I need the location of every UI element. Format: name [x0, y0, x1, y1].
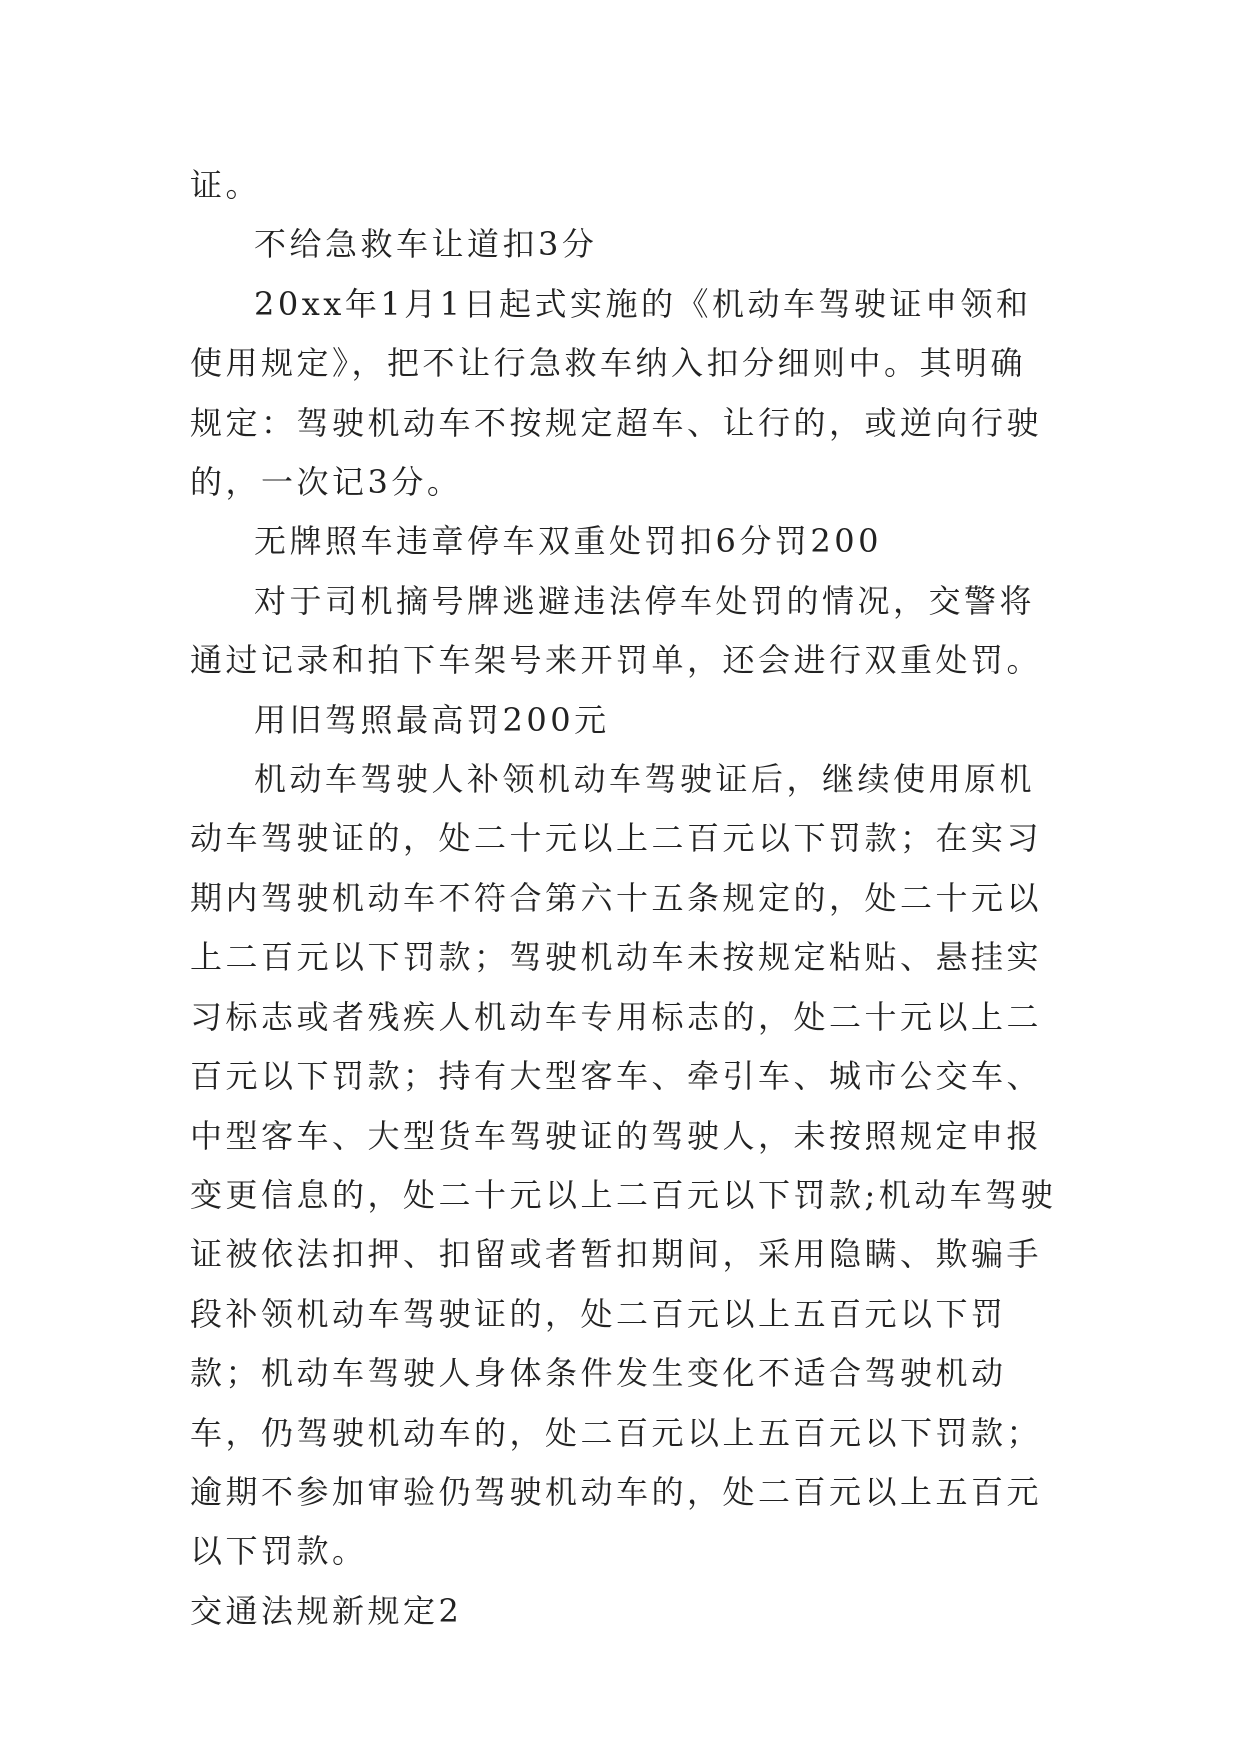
- subheading-unlicensed-parking: 无牌照车违章停车双重处罚扣6分罚200: [254, 522, 882, 561]
- subheading-old-license: 用旧驾照最高罚200元: [254, 700, 610, 739]
- subheading-ambulance: 不给急救车让道扣3分: [254, 225, 598, 264]
- document-body: [190, 156, 1060, 1641]
- paragraph-old-license: 机动车驾驶人补领机动车驾驶证后，继续使用原机动车驾驶证的，处二十元以上二百元以下罚款；在实习期内驾驶机动车不符合第六十五条规定的，处二十元以上二百元以下罚款；驾驶机动车未按规定粘贴、悬挂实习标志或者残疾人机动车专用标志的，处二十元以上二百元以下罚款；持有大型客车、牵引车、城市公交车、中型客车、大型货车驾驶证的驾驶人，未按照规定申报变更信息的，处二十元以上二百元以下罚款;机动车驾驶证被依法扣押、扣留或者暂扣期间，采用隐瞒、欺骗手段补领机动车驾驶证的，处二百元以上五百元以下罚款；机动车驾驶人身体条件发生变化不适合驾驶机动车，仍驾驶机动车的，处二百元以上五百元以下罚款；逾期不参加审验仍驾驶机动车的，处二百元以上五百元以下罚款。: [190, 760, 1057, 1571]
- section-heading: 交通法规新规定2: [190, 1591, 463, 1630]
- paragraph-ambulance-rule: 20xx年1月1日起式实施的《机动车驾驶证申领和使用规定》，把不让行急救车纳入扣分细则中。其明确规定：驾驶机动车不按规定超车、让行的，或逆向行驶的，一次记3分。: [190, 284, 1043, 502]
- paragraph-unlicensed-parking: 对于司机摘号牌逃避违法停车处罚的情况，交警将通过记录和拍下车架号来开罚单，还会进行双重处罚。: [190, 581, 1043, 680]
- paragraph-continuation: 证。: [190, 166, 262, 204]
